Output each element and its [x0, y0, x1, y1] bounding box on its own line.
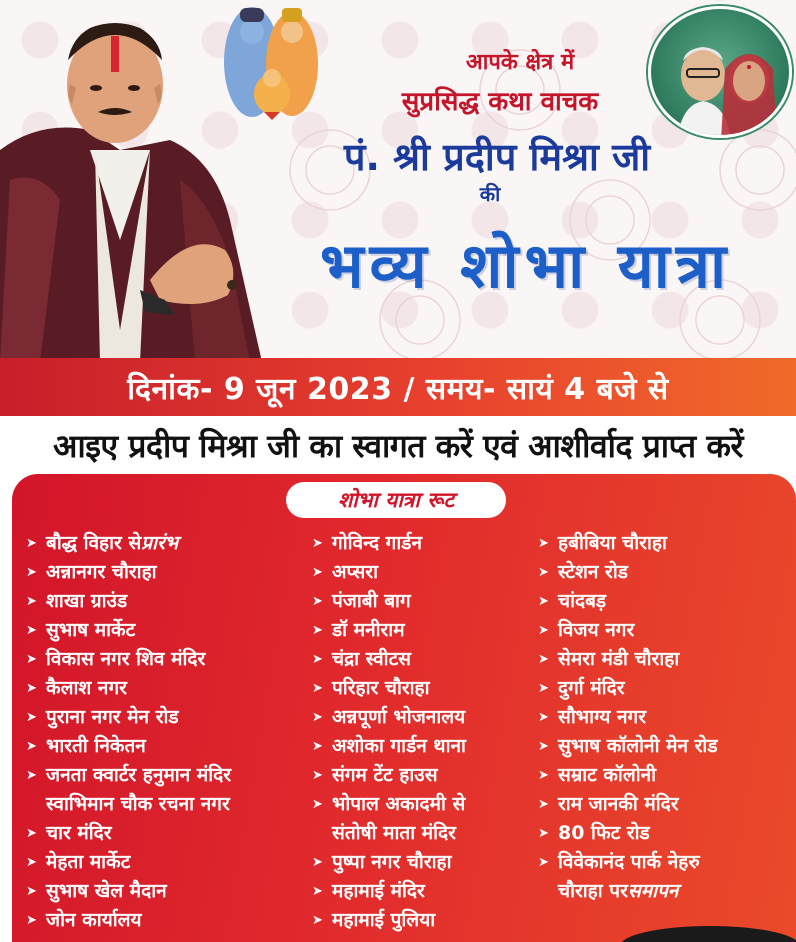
route-stop	[538, 762, 788, 791]
right-arrow-icon: ➤	[538, 652, 549, 667]
route-stop	[538, 820, 788, 849]
route-stop	[538, 530, 788, 559]
route-stop	[538, 675, 788, 704]
route-stop	[312, 733, 542, 762]
route-stop-label: अन्नपूर्णा भोजनालय	[332, 706, 466, 728]
route-stop-label: चौराहा पर	[558, 880, 628, 902]
route-stop	[312, 762, 542, 791]
date-time-text: दिनांक- 9 जून 2023 / समय- सायं 4 बजे से	[127, 371, 669, 407]
route-stop-label: महामाई पुलिया	[332, 909, 436, 931]
route-stop	[538, 646, 788, 675]
route-stop	[26, 878, 316, 907]
route-stop-label: 80 फिट रोड	[558, 822, 650, 844]
right-arrow-icon: ➤	[538, 826, 549, 841]
right-arrow-icon: ➤	[312, 884, 323, 899]
right-arrow-icon: ➤	[312, 652, 323, 667]
right-arrow-icon: ➤	[312, 739, 323, 754]
route-heading: शोभा यात्रा रूट	[337, 488, 455, 512]
right-arrow-icon: ➤	[26, 913, 37, 928]
right-arrow-icon: ➤	[26, 739, 37, 754]
route-stop-label: परिहार चौराहा	[332, 677, 430, 699]
route-stop	[312, 588, 542, 617]
route-stop-emphasis: समापन	[627, 880, 679, 902]
right-arrow-icon: ➤	[312, 797, 323, 812]
route-stop	[26, 791, 316, 820]
right-arrow-icon: ➤	[538, 710, 549, 725]
route-stop	[312, 704, 542, 733]
right-arrow-icon: ➤	[26, 884, 37, 899]
right-arrow-icon: ➤	[26, 594, 37, 609]
route-stop-label: विजय नगर	[558, 619, 635, 641]
right-arrow-icon: ➤	[26, 536, 37, 551]
route-stop-label: दुर्गा मंदिर	[558, 677, 625, 699]
right-arrow-icon: ➤	[26, 768, 37, 783]
route-stop-label: कैलाश नगर	[46, 677, 127, 699]
route-stop-label: भोपाल अकादमी से	[332, 793, 466, 815]
route-stop-label: सेमरा मंडी चौराहा	[558, 648, 680, 670]
route-stop-label: गोविन्द गार्डन	[332, 532, 423, 554]
route-stop-label: चंद्रा स्वीटस	[332, 648, 411, 670]
route-stop-label: महामाई मंदिर	[332, 880, 425, 902]
right-arrow-icon: ➤	[312, 681, 323, 696]
route-column-1	[26, 530, 316, 936]
route-stop	[26, 617, 316, 646]
route-stop	[26, 762, 316, 791]
route-column-2	[312, 530, 542, 936]
welcome-text: आइए प्रदीप मिश्रा जी का स्वागत करें एवं आशीर्वाद प्राप्त करें	[53, 426, 743, 465]
route-stop	[312, 791, 542, 820]
route-stop-label: विवेकानंद पार्क नेहरु	[558, 851, 700, 873]
right-arrow-icon: ➤	[312, 536, 323, 551]
route-stop-label: सुभाष मार्केट	[46, 619, 136, 641]
route-stop	[312, 849, 542, 878]
route-stop-label: पुष्पा नगर चौराहा	[332, 851, 452, 873]
right-arrow-icon: ➤	[538, 855, 549, 870]
route-heading-pill	[286, 482, 506, 518]
right-arrow-icon: ➤	[312, 623, 323, 638]
route-stop-label: जोन कार्यालय	[46, 909, 142, 931]
route-stop	[312, 559, 542, 588]
route-stop	[538, 704, 788, 733]
route-stop-label: अन्नानगर चौराहा	[46, 561, 157, 583]
route-stop-label: जनता क्वार्टर हनुमान मंदिर	[46, 764, 232, 786]
route-stop-label: मेहता मार्केट	[46, 851, 131, 873]
route-stop-emphasis: प्रारंभ	[141, 532, 179, 554]
welcome-banner	[0, 418, 796, 472]
right-arrow-icon: ➤	[312, 710, 323, 725]
route-stop	[312, 530, 542, 559]
route-stop-label: संगम टेंट हाउस	[332, 764, 438, 786]
route-stop	[26, 530, 316, 559]
right-arrow-icon: ➤	[312, 565, 323, 580]
route-stop-label: विकास नगर शिव मंदिर	[46, 648, 206, 670]
right-arrow-icon: ➤	[26, 710, 37, 725]
right-arrow-icon: ➤	[538, 536, 549, 551]
header-line-area: आपके क्षेत्र में	[465, 50, 575, 75]
route-stop-label: डॉ मनीराम	[332, 619, 405, 641]
right-arrow-icon: ➤	[538, 768, 549, 783]
route-stop-label: स्टेशन रोड	[558, 561, 628, 583]
route-stop-label: अप्सरा	[332, 561, 379, 583]
route-stop-label: शाखा ग्राउंड	[46, 590, 128, 612]
route-stop-label: सुभाष कॉलोनी मेन रोड	[558, 735, 718, 757]
route-stop-label: अशोका गार्डन थाना	[332, 735, 466, 757]
header-line-speaker-role: सुप्रसिद्ध कथा वाचक	[401, 87, 599, 117]
route-stop	[26, 849, 316, 878]
route-stop	[538, 559, 788, 588]
route-stop	[312, 675, 542, 704]
route-stop	[538, 588, 788, 617]
route-stop	[312, 646, 542, 675]
right-arrow-icon: ➤	[312, 768, 323, 783]
route-stop-label: संतोषी माता मंदिर	[332, 822, 456, 844]
right-arrow-icon: ➤	[538, 681, 549, 696]
right-arrow-icon: ➤	[26, 652, 37, 667]
speaker-name: पं. श्री प्रदीप मिश्रा जी	[343, 135, 651, 179]
route-stop-label: सुभाष खेल मैदान	[46, 880, 167, 902]
right-arrow-icon: ➤	[312, 913, 323, 928]
elder-couple-medallion	[648, 6, 792, 138]
route-stop	[26, 704, 316, 733]
route-stop	[538, 733, 788, 762]
route-stop-label: चार मंदिर	[46, 822, 112, 844]
right-arrow-icon: ➤	[538, 797, 549, 812]
right-arrow-icon: ➤	[26, 826, 37, 841]
route-stop	[312, 878, 542, 907]
right-arrow-icon: ➤	[26, 855, 37, 870]
route-stop	[26, 559, 316, 588]
route-stop-label: हबीबिया चौराहा	[558, 532, 667, 554]
right-arrow-icon: ➤	[538, 594, 549, 609]
route-stop-label: चांदबड़	[558, 590, 607, 612]
route-stop-label: सम्राट कॉलोनी	[558, 764, 657, 786]
right-arrow-icon: ➤	[538, 739, 549, 754]
route-stop	[538, 791, 788, 820]
date-time-bar	[0, 358, 796, 416]
route-stop	[538, 617, 788, 646]
route-stop	[538, 878, 788, 907]
right-arrow-icon: ➤	[26, 565, 37, 580]
route-stop	[538, 849, 788, 878]
route-stop	[312, 907, 542, 936]
route-stop	[26, 907, 316, 936]
route-stop-label: पंजाबी बाग	[332, 590, 411, 612]
header-ki: की	[479, 182, 501, 206]
route-stop-label: भारती निकेतन	[46, 735, 146, 757]
route-stop-label: स्वाभिमान चौक रचना नगर	[46, 793, 230, 815]
right-arrow-icon: ➤	[312, 855, 323, 870]
route-stop	[26, 646, 316, 675]
right-arrow-icon: ➤	[26, 623, 37, 638]
route-stop	[26, 675, 316, 704]
route-stop-label: सौभाग्य नगर	[558, 706, 647, 728]
route-stop-label: राम जानकी मंदिर	[558, 793, 679, 815]
route-stop	[312, 820, 542, 849]
elder-couple-photo	[651, 9, 792, 138]
event-title: भव्य शोभा यात्रा	[319, 229, 733, 302]
header-background	[0, 0, 796, 362]
route-stop-label: पुराना नगर मेन रोड	[46, 706, 179, 728]
right-arrow-icon: ➤	[26, 681, 37, 696]
deities-image	[212, 2, 332, 120]
route-stop-label: बौद्ध विहार से	[46, 532, 142, 554]
route-column-3	[538, 530, 788, 907]
right-arrow-icon: ➤	[538, 565, 549, 580]
route-stop	[26, 733, 316, 762]
route-stop	[312, 617, 542, 646]
route-stop	[26, 820, 316, 849]
right-arrow-icon: ➤	[538, 623, 549, 638]
route-stop	[26, 588, 316, 617]
right-arrow-icon: ➤	[312, 594, 323, 609]
